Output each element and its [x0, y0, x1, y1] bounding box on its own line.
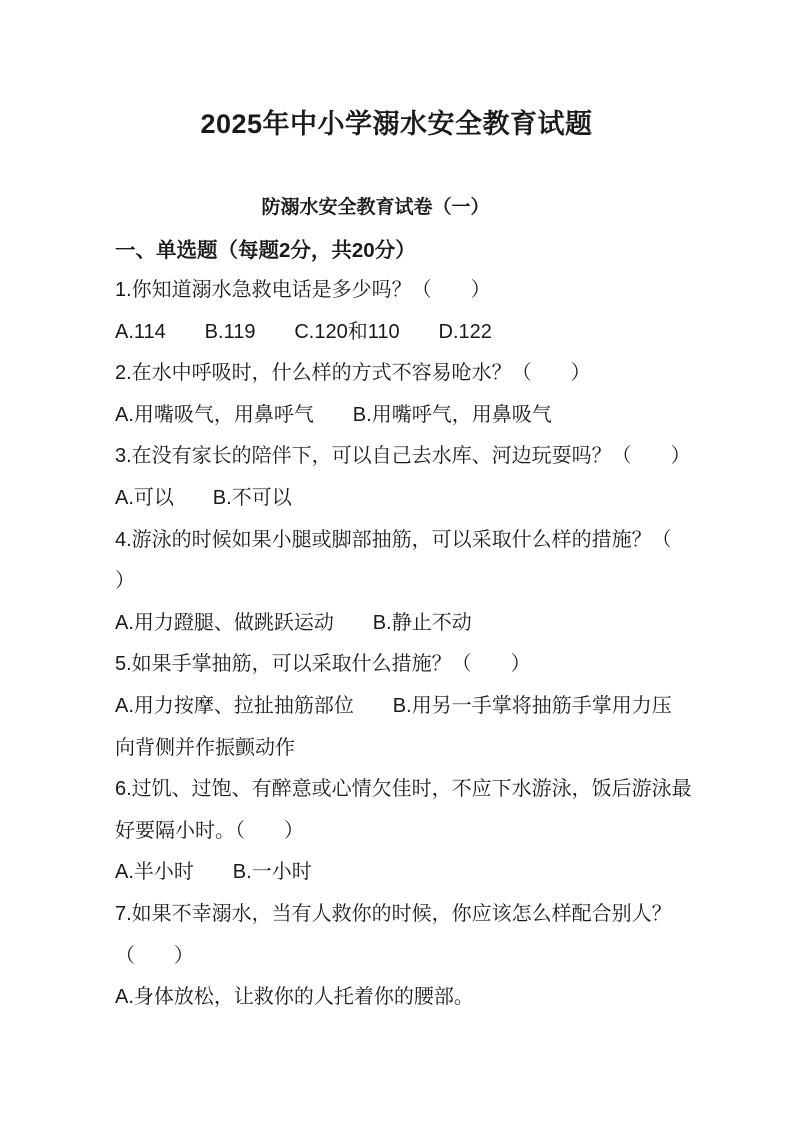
- options-text-line: A.用力按摩、拉扯抽筋部位 B.用另一手掌将抽筋手掌用力压: [115, 694, 672, 717]
- question-text-line: 3.在没有家长的陪伴下，可以自己去水库、河边玩耍吗？（ ）: [115, 445, 691, 468]
- document-title: 2025年中小学溺水安全教育试题: [200, 109, 593, 139]
- question-text-line: 5.如果手掌抽筋，可以采取什么措施？（ ）: [115, 653, 531, 676]
- question-text-line: 好要隔小时。（ ）: [115, 819, 304, 842]
- section-heading: 一、单选题（每题2分，共20分）: [115, 239, 416, 262]
- options-text-line: A.用嘴吸气，用鼻呼气 B.用嘴呼气，用鼻吸气: [115, 403, 552, 426]
- options-text-line: A.用力蹬腿、做跳跃运动 B.静止不动: [115, 611, 472, 634]
- document-subtitle: 防溺水安全教育试卷（一）: [261, 197, 490, 218]
- options-text-line: A.身体放松，让救你的人托着你的腰部。: [115, 986, 474, 1009]
- question-text-line: 7.如果不幸溺水，当有人救你的时候，你应该怎么样配合别人？: [115, 902, 672, 925]
- question-text-line: 2.在水中呼吸时，什么样的方式不容易呛水？（ ）: [115, 362, 591, 385]
- question-text-line: 1.你知道溺水急救电话是多少吗？（ ）: [115, 279, 491, 301]
- question-text-line: 4.游泳的时候如果小腿或脚部抽筋，可以采取什么样的措施？（: [115, 528, 672, 551]
- question-text-line: （ ）: [115, 944, 194, 967]
- question-lines: [115, 270, 733, 1019]
- options-text-line: 向背侧并作振颤动作: [115, 736, 295, 759]
- options-text-line: A.可以 B.不可以: [115, 486, 292, 509]
- options-text-line: A.半小时 B.一小时: [115, 861, 312, 884]
- question-text-line: 6.过饥、过饱、有醉意或心情欠佳时，不应下水游泳，饭后游泳最: [115, 778, 692, 801]
- options-text-line: A.114 B.119 C.120和110 D.122: [115, 320, 492, 343]
- question-text-line: ）: [115, 570, 135, 593]
